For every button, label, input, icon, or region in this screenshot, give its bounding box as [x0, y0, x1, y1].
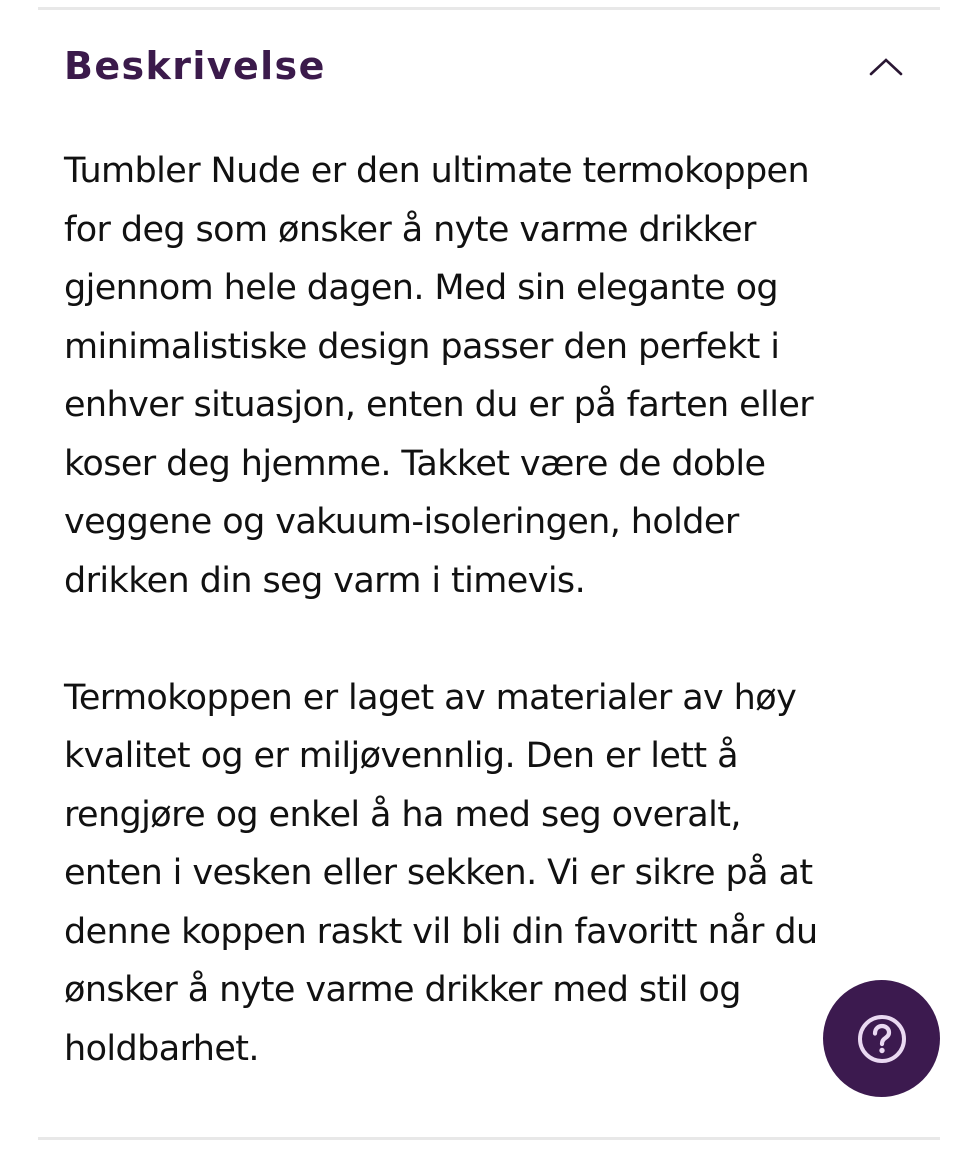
help-button[interactable]	[823, 980, 940, 1097]
bottom-divider	[38, 1137, 940, 1140]
help-circle-icon	[856, 1013, 908, 1065]
accordion-header[interactable]	[64, 40, 904, 96]
accordion-title: Beskrivelse	[64, 44, 326, 88]
accordion-content	[64, 142, 924, 1137]
description-paragraph-2	[64, 669, 924, 1079]
chevron-up-icon[interactable]	[868, 54, 904, 78]
text-line: holdbarhet.	[64, 1028, 259, 1069]
text-line: denne koppen raskt vil bli din favoritt når du	[64, 911, 818, 952]
text-line: enhver situasjon, enten du er på farten eller	[64, 385, 814, 425]
text-line: Termokoppen er laget av materialer av høy	[64, 677, 797, 718]
text-line: koser deg hjemme. Takket være de doble	[64, 443, 766, 484]
text-line: ønsker å nyte varme drikker med stil og	[64, 970, 741, 1010]
text-line: enten i vesken eller sekken. Vi er sikre på at	[64, 853, 813, 893]
description-paragraph-1	[64, 142, 924, 610]
text-line: gjennom hele dagen. Med sin elegante og	[64, 268, 779, 308]
top-divider	[38, 7, 940, 10]
text-line: veggene og vakuum-isoleringen, holder	[64, 502, 739, 542]
text-line: for deg som ønsker å nyte varme drikker	[64, 209, 756, 250]
text-line: kvalitet og er miljøvennlig. Den er lett å	[64, 736, 738, 776]
text-line: minimalistiske design passer den perfekt i	[64, 326, 780, 367]
text-line: drikken din seg varm i timevis.	[64, 560, 586, 601]
text-line: Tumbler Nude er den ultimate termokoppen	[64, 151, 810, 191]
text-line: rengjøre og enkel å ha med seg overalt,	[64, 794, 741, 835]
